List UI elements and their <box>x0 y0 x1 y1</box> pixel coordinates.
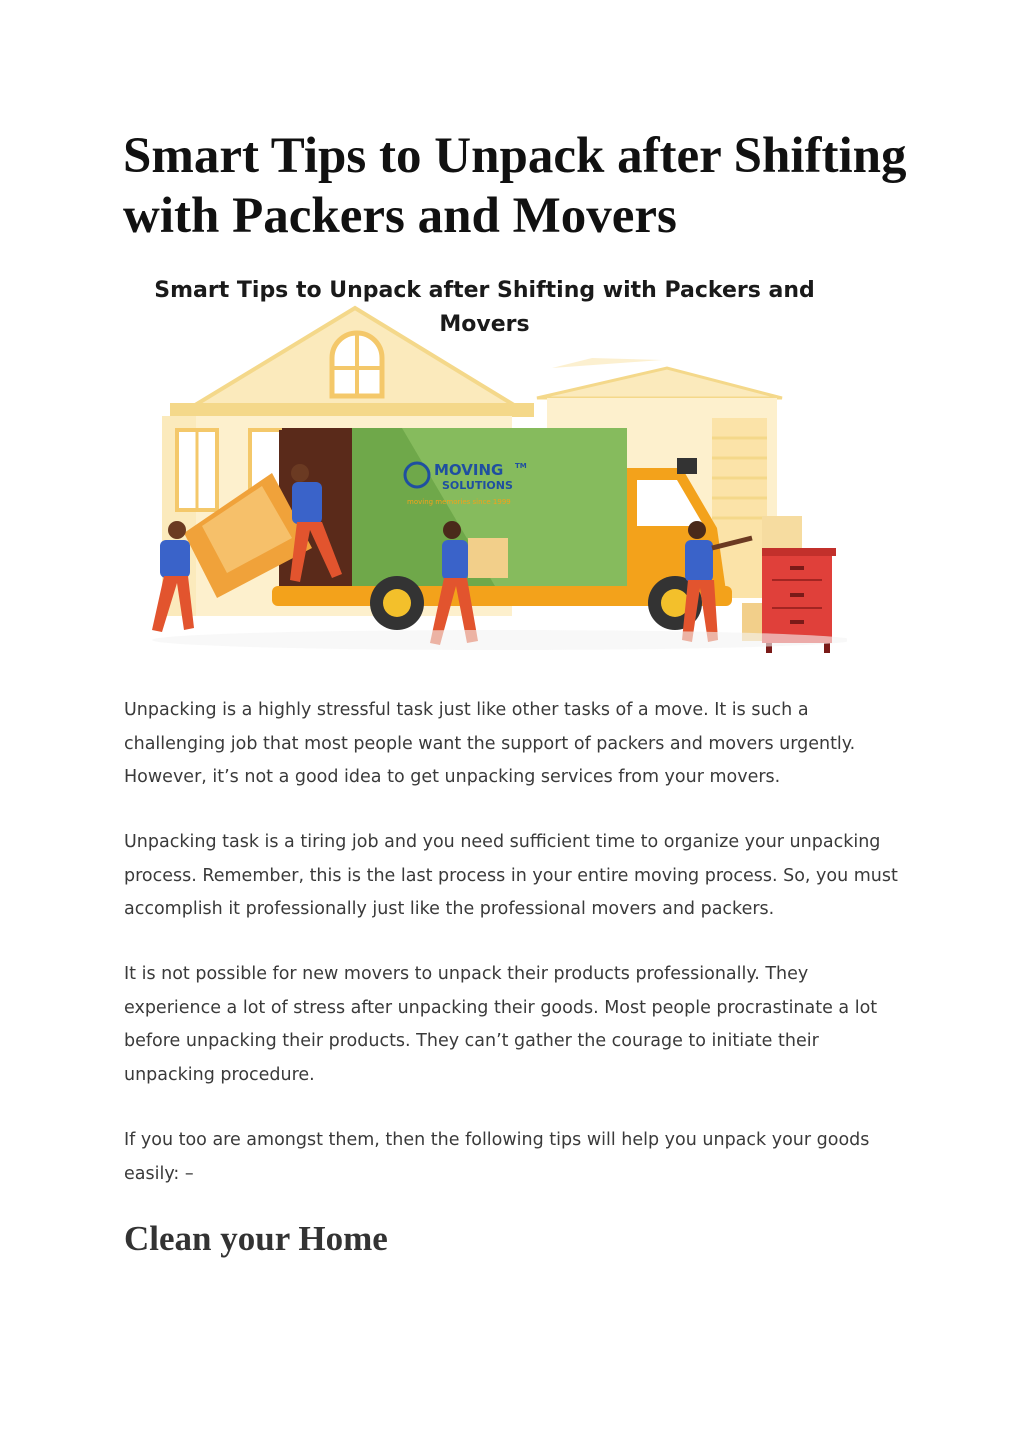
truck-brand-sub: SOLUTIONS <box>442 479 513 492</box>
section-heading-clean-home: Clean your Home <box>124 1219 388 1258</box>
article-title: Smart Tips to Unpack after Shifting with Packers and Movers <box>123 128 907 244</box>
truck-brand-tagline: moving memories since 1999 <box>407 498 511 506</box>
truck-brand-name: MOVING <box>434 461 504 479</box>
truck-brand-tm: TM <box>515 462 527 470</box>
paragraph-tips-intro: If you too are amongst them, then the following tips will help you unpack your goods easily: – <box>124 1130 870 1184</box>
hero-caption: Smart Tips to Unpack after Shifting with Packers and Movers <box>154 278 815 337</box>
paragraph-intro: Unpacking is a highly stressful task just like other tasks of a move. It is such a challenging job that most people want the support of packers and movers urgently. However, it’s not a good idea to get unpacking services from your movers. <box>124 700 856 787</box>
hero-illustration <box>122 268 847 660</box>
paragraph-tiring-job: Unpacking task is a tiring job and you need sufficient time to organize your unpacking process. Remember, this is the last process in your entire moving process. So, you must accomplish it professionally just like the professional movers and packers. <box>124 832 898 919</box>
paragraph-new-movers: It is not possible for new movers to unpack their products professionally. They experience a lot of stress after unpacking their goods. Most people procrastinate a lot before unpacking their products. They can’t gather the courage to initiate their unpacking procedure. <box>124 964 878 1085</box>
